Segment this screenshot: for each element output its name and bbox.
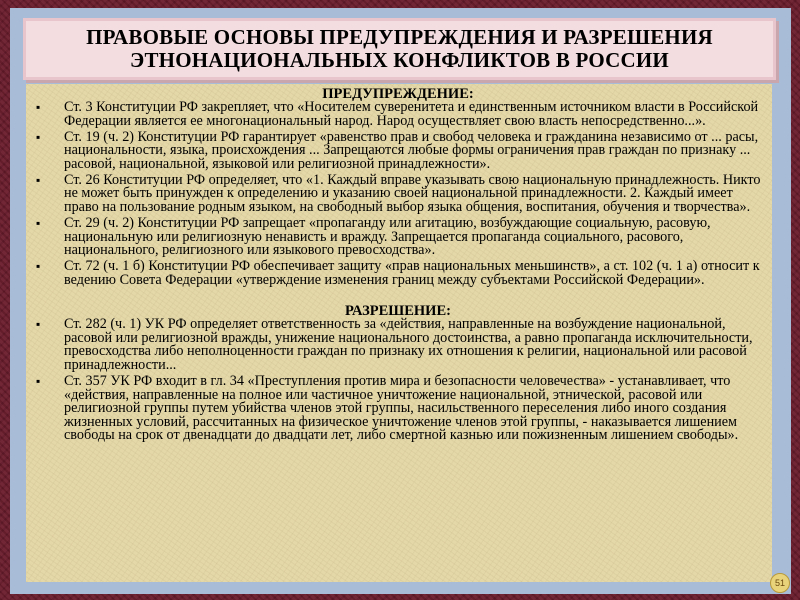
list-item bbox=[34, 375, 762, 443]
title-line-2: ЭТНОНАЦИОНАЛЬНЫХ КОНФЛИКТОВ В РОССИИ bbox=[130, 48, 669, 72]
list-item bbox=[34, 171, 762, 215]
bullet-icon: ▪ bbox=[36, 172, 41, 187]
bullet-icon: ▪ bbox=[36, 129, 41, 144]
bullet-icon: ▪ bbox=[36, 317, 41, 332]
list-item-text: Ст. 19 (ч. 2) Конституции РФ гарантирует «равенство прав и свобод человека и гражданина независимо от ... расы, национальности, языка, происхождения ... Запрещаются любые формы ограничения прав граждан по признаку ... расовой, национальной, языковой или религиозной принадлежности». bbox=[64, 128, 759, 172]
bullet-icon: ▪ bbox=[36, 100, 41, 114]
title-line-1: ПРАВОВЫЕ ОСНОВЫ ПРЕДУПРЕЖДЕНИЯ И РАЗРЕШЕНИЯ bbox=[86, 25, 713, 49]
slide-title bbox=[23, 18, 776, 80]
list-item-text: Ст. 72 (ч. 1 б) Конституции РФ обеспечивает защиту «прав национальных меньшинств», а ст. 102 (ч. 1 а) относит к ведению Совета Федерации «утверждение изменения границ между субъектами Российской Федерации». bbox=[64, 258, 760, 288]
list-item bbox=[34, 260, 762, 287]
content-panel bbox=[26, 84, 772, 582]
list-item bbox=[34, 128, 762, 172]
list-item-text: Ст. 29 (ч. 2) Конституции РФ запрещает «пропаганду или агитацию, возбуждающие социальную, расовую, национальную или религиозную ненависть и вражду. Запрещается пропаганда социального, расового, национального, религиозного или языкового превосходства». bbox=[64, 214, 711, 259]
list-item-text: Ст. 357 УК РФ входит в гл. 34 «Преступления против мира и безопасности человечества» - устанавливает, что «действия, направленные на полное или частичное уничтожение национальной, этнической, расовой или религиозной группы путем убийства членов этой группы, насильственного переселения либо иного создания жизненных условий, рассчитанных на физическое уничтожение членов этой группы, - наказывается лишением свободы на срок от двенадцати до двадцати лет, либо смертной казнью или пожизненным лишением свободы». bbox=[64, 373, 739, 444]
list-item bbox=[34, 214, 762, 259]
resolution-heading: РАЗРЕШЕНИЕ: bbox=[345, 303, 451, 320]
list-item bbox=[34, 318, 762, 372]
resolution-list bbox=[34, 318, 762, 443]
list-item-text: Ст. 282 (ч. 1) УК РФ определяет ответственность за «действия, направленные на возбуждение национальной, расовой или религиозной вражды, унижение национального достоинства, а равно пропаганда исключительности, превосходства либо неполноценности граждан по признаку их отношения к религии, национальной или расовой принадлежности... bbox=[64, 316, 753, 374]
list-item-text: Ст. 26 Конституции РФ определяет, что «1. Каждый вправе указывать свою национальную принадлежность. Никто не может быть принужден к определению и указанию своей национальной принадлежности. 2. Каждый имеет право на пользование родным языком, на свободный выбор языка общения, воспитания, обучения и творчества». bbox=[64, 171, 761, 215]
bullet-icon: ▪ bbox=[36, 259, 41, 274]
prevention-list bbox=[34, 101, 762, 287]
bullet-icon: ▪ bbox=[36, 215, 41, 230]
page-number-badge: 51 bbox=[770, 573, 790, 593]
list-item-text: Ст. 3 Конституции РФ закрепляет, что «Носителем суверенитета и единственным источником власти в Российской Федерации является ее многонациональный народ. Народ осуществляет свою власть непосредственно...». bbox=[64, 99, 759, 129]
list-item bbox=[34, 101, 762, 128]
prevention-heading: ПРЕДУПРЕЖДЕНИЕ: bbox=[322, 86, 474, 102]
bullet-icon: ▪ bbox=[36, 374, 41, 389]
